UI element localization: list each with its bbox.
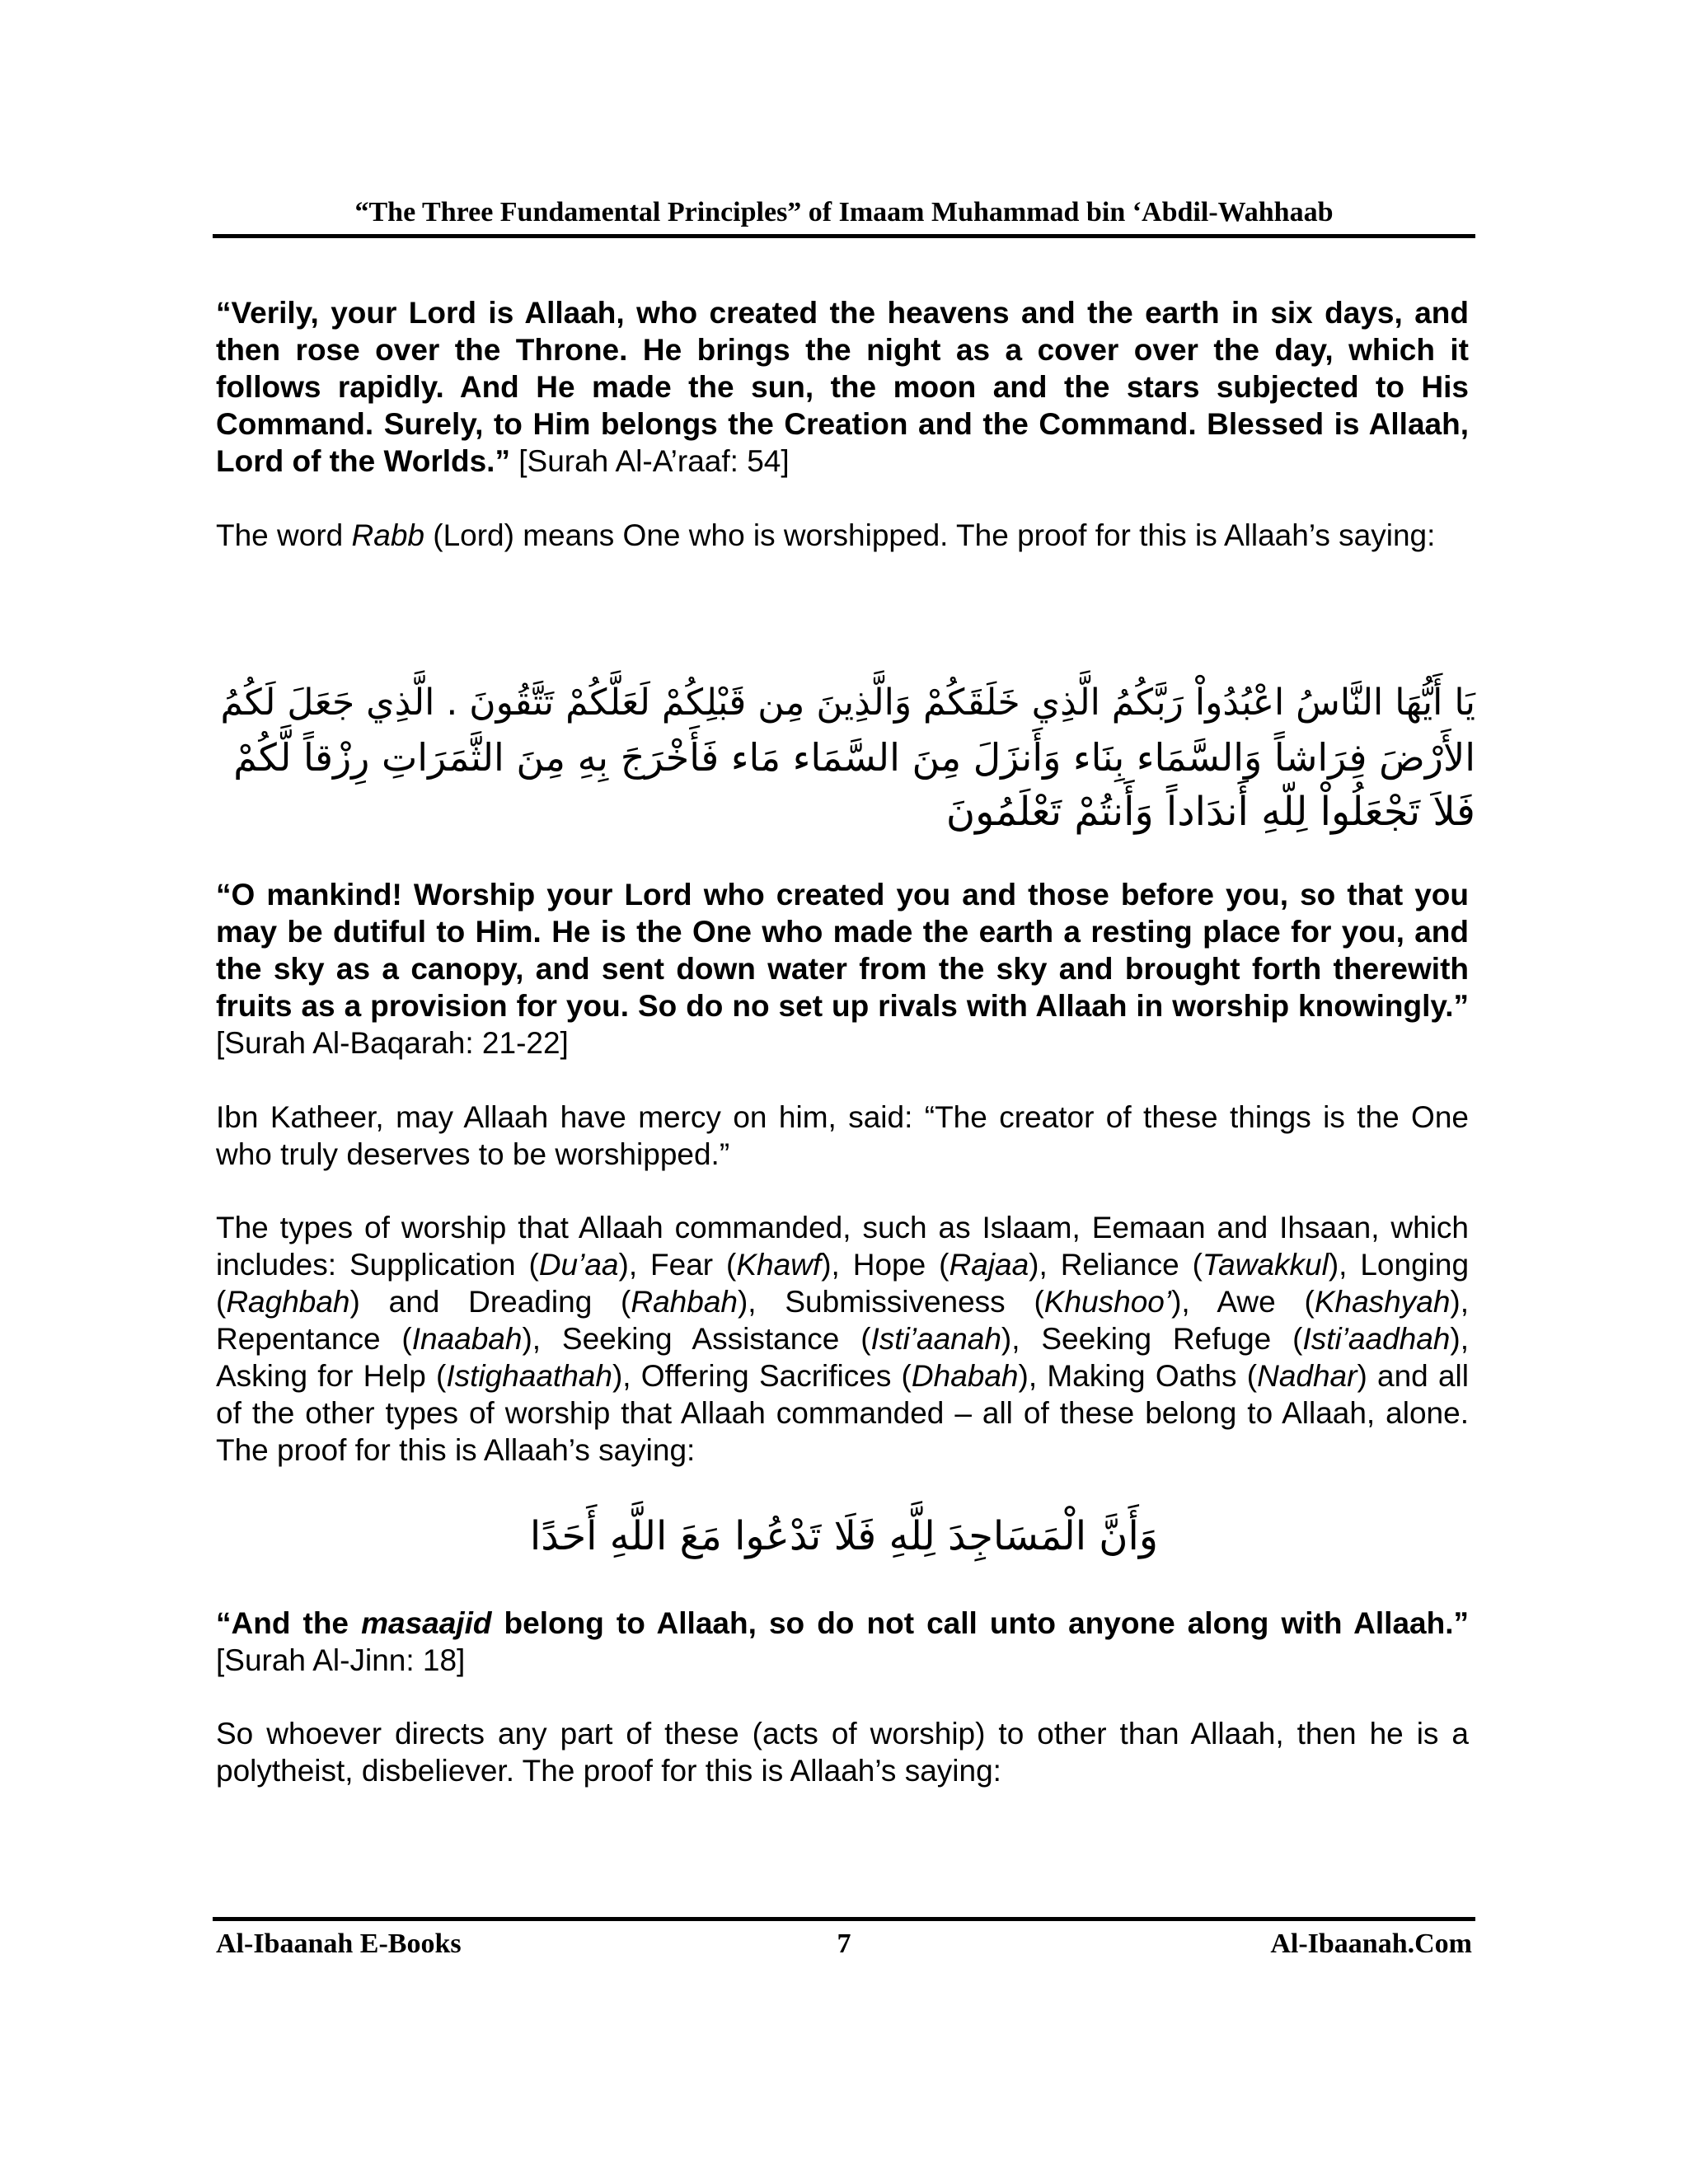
footer-publisher: Al-Ibaanah E-Books	[216, 1929, 462, 1959]
italic-term: Rajaa	[949, 1248, 1029, 1282]
page-header-title: “The Three Fundamental Principles” of Imaam Muhammad bin ‘Abdil-Wahhaab	[354, 197, 1334, 227]
italic-term: Khushoo’	[1043, 1285, 1172, 1319]
quran-translation-jinn	[216, 1605, 1469, 1679]
text-run: ), Making Oaths (	[1018, 1359, 1258, 1393]
text-run: ), Repentance (	[216, 1285, 1470, 1356]
text-run: Ibn Katheer, may Allaah have mercy on him, said: “The creator of these things is the One who truly deserves to be worshipped.”	[216, 1100, 1469, 1171]
arabic-verse-baqarah	[213, 676, 1475, 839]
italic-term: Rahbah	[631, 1285, 738, 1319]
italic-term: Khawf	[736, 1248, 822, 1282]
text-run: ) and Dreading (	[349, 1285, 631, 1319]
quote-reference: [Surah Al-A’raaf: 54]	[509, 444, 790, 478]
italic-term: Rabb	[351, 518, 424, 552]
italic-term: Khashyah	[1314, 1285, 1451, 1319]
italic-term: Istighaathah	[446, 1359, 612, 1393]
italic-term: Isti’aadhah	[1302, 1322, 1451, 1356]
paragraph-types-of-worship	[216, 1209, 1469, 1469]
text-run: ), Fear (	[618, 1248, 737, 1282]
quote-reference: [Surah Al-Jinn: 18]	[216, 1643, 466, 1677]
page-number: 7	[837, 1929, 851, 1959]
footer-rule	[213, 1917, 1475, 1921]
quran-translation-araaf	[216, 294, 1469, 480]
arabic-line: فَلاَ تَجْعَلُواْ لِلّهِ أَندَاداً وَأَنتُمْ تَعْلَمُونَ	[945, 789, 1475, 835]
arabic-line: يَا أَيُّهَا النَّاسُ اعْبُدُواْ رَبَّكُمُ الَّذِي خَلَقَكُمْ وَالَّذِينَ مِن قَبْلِكُمْ لَعَلَّكُمْ تَتَّقُونَ . الَّذِي جَعَلَ لَكُمُ	[220, 682, 1475, 724]
paragraph-polytheist	[216, 1715, 1469, 1789]
text-run: ), Asking for Help (	[216, 1322, 1469, 1393]
italic-term: Dhabah	[911, 1359, 1019, 1393]
text-run: The word	[216, 518, 352, 552]
text-run: ), Offering Sacrifices (	[612, 1359, 912, 1393]
arabic-line: الأَرْضَ فِرَاشاً وَالسَّمَاء بِنَاء وَأَنزَلَ مِنَ السَّمَاء مَاء فَأَخْرَجَ بِهِ مِنَ الثَّمَرَاتِ رِزْقاً لَّكُمْ	[233, 735, 1475, 780]
text-run: ), Longing (	[216, 1248, 1470, 1319]
text-run: “And the	[216, 1606, 362, 1640]
italic-term: Inaabah	[411, 1322, 523, 1356]
quote-text: “O mankind! Worship your Lord who created you and those before you, so that you may be dutiful to Him. He is the One who made the earth a resting place for you, and the sky as a canopy, and sent down water from the sky and brought forth therewith fruits as a provision for you. So do no set up rivals with Allaah in worship knowingly.”	[216, 878, 1469, 1023]
italic-term: masaajid	[361, 1606, 492, 1640]
quran-translation-baqarah	[216, 876, 1469, 1062]
italic-term: Isti’aanah	[870, 1322, 1001, 1356]
italic-term: Du’aa	[538, 1248, 619, 1282]
text-run: (Lord) means One who is worshipped. The proof for this is Allaah’s saying:	[424, 518, 1436, 552]
text-run: ), Reliance (	[1029, 1248, 1203, 1282]
paragraph-rabb	[216, 517, 1469, 554]
text-run: ), Awe (	[1171, 1285, 1315, 1319]
paragraph-ibn-katheer	[216, 1099, 1469, 1173]
text-run: ), Seeking Refuge (	[1001, 1322, 1303, 1356]
text-run: ), Hope (	[821, 1248, 950, 1282]
text-run: ), Seeking Assistance (	[522, 1322, 871, 1356]
header-rule	[213, 234, 1475, 238]
text-run: belong to Allaah, so do not call unto anyone along with Allaah.”	[491, 1606, 1469, 1640]
text-run: The types of worship that Allaah commanded, such as Islaam, Eemaan and Ihsaan, which includes: Supplication (	[216, 1211, 1469, 1282]
italic-term: Raghbah	[226, 1285, 350, 1319]
italic-term: Tawakkul	[1202, 1248, 1329, 1282]
page-footer	[216, 1924, 1472, 1965]
text-run: So whoever directs any part of these (acts of worship) to other than Allaah, then he is a polytheist, disbeliever. The proof for this is Allaah’s saying:	[216, 1717, 1469, 1788]
quote-reference: [Surah Al-Baqarah: 21-22]	[216, 1026, 569, 1060]
quote-text: “Verily, your Lord is Allaah, who created the heavens and the earth in six days, and then rose over the Throne. He brings the night as a cover over the day, which it follows rapidly. And He made the sun, the moon and the stars subjected to His Command. Surely, to Him belongs the Creation and the Command. Blessed is Allaah, Lord of the Worlds.”	[216, 296, 1469, 478]
footer-website: Al-Ibaanah.Com	[1270, 1929, 1472, 1959]
text-run: ) and all of the other types of worship that Allaah commanded – all of these belong to Allaah, alone. The proof for this is Allaah’s saying:	[216, 1359, 1469, 1467]
arabic-verse-jinn: وَأَنَّ الْمَسَاجِدَ لِلَّهِ فَلَا تَدْعُوا مَعَ اللَّهِ أَحَدًا	[529, 1513, 1159, 1559]
quote-text	[216, 1606, 1469, 1640]
italic-term: Nadhar	[1257, 1359, 1357, 1393]
text-run: ), Submissiveness (	[737, 1285, 1044, 1319]
